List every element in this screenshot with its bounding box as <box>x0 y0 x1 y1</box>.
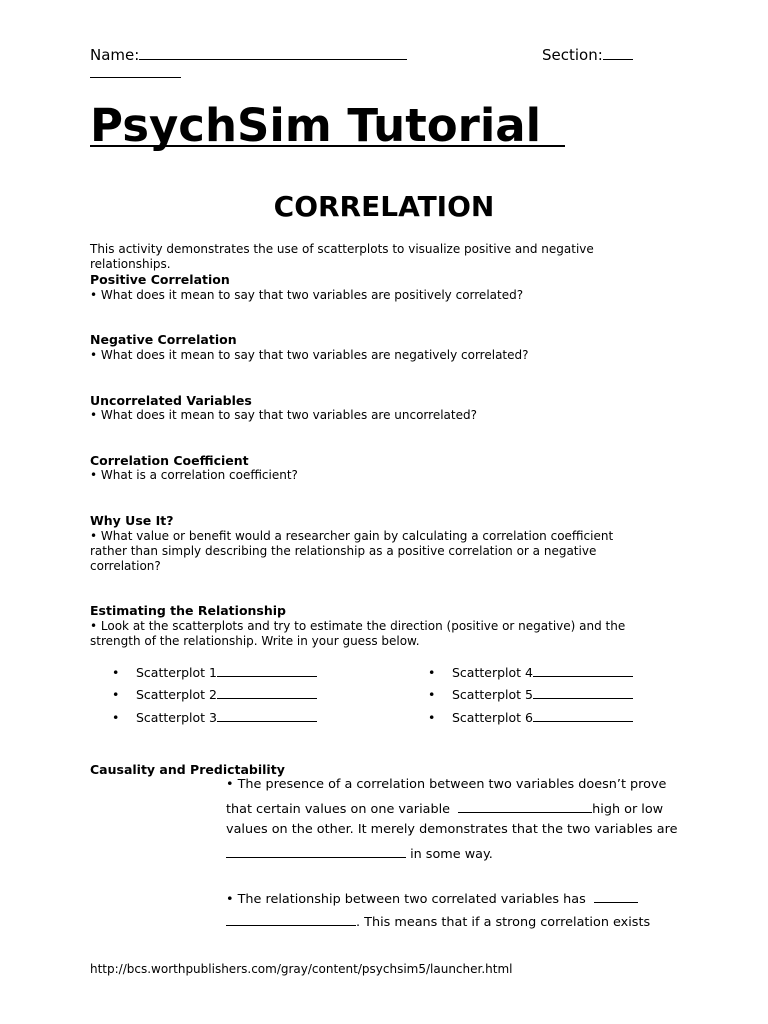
question-estimating-line1: • Look at the scatterplots and try to estimate the direction (positive or negative) and the <box>90 619 626 633</box>
blank-related[interactable] <box>226 845 406 858</box>
name-blank[interactable] <box>139 47 407 60</box>
causality-p1-line2: that certain values on one variable high or low <box>226 802 664 817</box>
section-heading-uncorrelated: Uncorrelated Variables <box>90 393 252 408</box>
name-label: Name: <box>90 46 140 64</box>
answer-blank[interactable] <box>217 664 317 677</box>
question-negative: • What does it mean to say that two variables are negatively correlated? <box>90 348 529 362</box>
scatterplot-item: • Scatterplot 4 <box>428 664 633 680</box>
section-heading-negative: Negative Correlation <box>90 332 237 347</box>
section-heading-positive: Positive Correlation <box>90 272 230 287</box>
blank-relationship-2[interactable] <box>226 913 356 926</box>
intro-text: This activity demonstrates the use of scatterplots to visualize positive and negative relationships. <box>90 242 594 271</box>
answer-blank[interactable] <box>533 686 633 699</box>
section-heading-why: Why Use It? <box>90 513 174 528</box>
section-field <box>542 46 633 64</box>
subtitle: CORRELATION <box>273 190 495 223</box>
section-blank[interactable] <box>603 47 633 60</box>
question-why-line3: correlation? <box>90 559 161 573</box>
causality-p2-line2: . This means that if a strong correlation exists <box>226 913 650 930</box>
causality-p1-line4: in some way. <box>226 845 493 862</box>
scatterplot-item: • Scatterplot 5 <box>428 686 633 702</box>
causality-p1-line3: values on the other. It merely demonstrates that the two variables are <box>226 822 678 837</box>
answer-blank[interactable] <box>217 686 317 699</box>
scatterplot-item: • Scatterplot 3 <box>112 709 317 725</box>
question-why-line1: • What value or benefit would a researcher gain by calculating a correlation coefficient <box>90 529 614 543</box>
footer-url[interactable]: http://bcs.worthpublishers.com/gray/content/psychsim5/launcher.html <box>90 962 513 976</box>
question-why-line2: rather than simply describing the relationship as a positive correlation or a negative <box>90 544 597 558</box>
causality-p1-line1: • The presence of a correlation between two variables doesn’t prove <box>226 777 667 792</box>
section-label: Section: <box>542 46 603 64</box>
scatterplot-item: • Scatterplot 2 <box>112 686 317 702</box>
title-underline <box>90 145 565 147</box>
answer-blank[interactable] <box>533 709 633 722</box>
question-uncorrelated: • What does it mean to say that two variables are uncorrelated? <box>90 408 477 422</box>
name-field <box>90 46 407 64</box>
question-coefficient: • What is a correlation coefficient? <box>90 468 298 482</box>
scatterplot-item: • Scatterplot 6 <box>428 709 633 725</box>
blank-relationship-1[interactable] <box>594 890 638 903</box>
causality-p2-line1: • The relationship between two correlated variables has <box>226 890 638 907</box>
section-heading-causality: Causality and Predictability <box>90 762 285 777</box>
section-heading-estimating: Estimating the Relationship <box>90 603 287 618</box>
blank-predict[interactable] <box>458 800 592 813</box>
answer-blank[interactable] <box>533 664 633 677</box>
section-heading-coefficient: Correlation Coefficient <box>90 453 249 468</box>
question-positive: • What does it mean to say that two variables are positively correlated? <box>90 288 524 302</box>
answer-blank[interactable] <box>217 709 317 722</box>
question-estimating-line2: strength of the relationship. Write in your guess below. <box>90 634 420 648</box>
scatterplot-item: • Scatterplot 1 <box>112 664 317 680</box>
page-title: PsychSim Tutorial <box>90 99 542 152</box>
section-blank-continued[interactable] <box>90 66 181 78</box>
